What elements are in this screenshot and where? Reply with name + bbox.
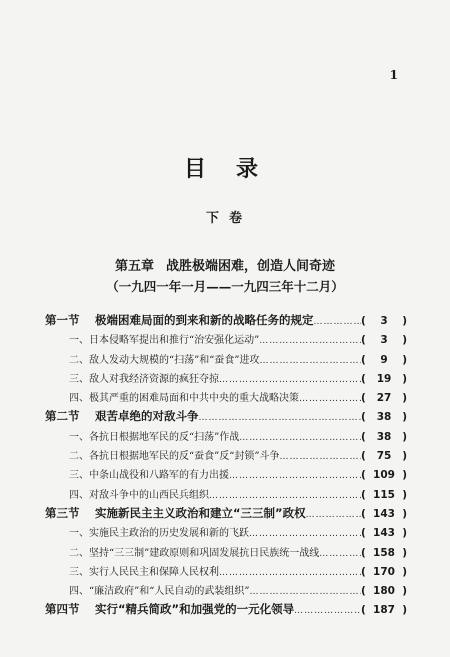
toc-entry-label xyxy=(45,408,199,424)
paren-close: ) xyxy=(402,315,407,327)
toc-subsection-entry xyxy=(45,563,407,582)
toc-entry-label xyxy=(45,351,259,366)
toc-entry-text: 一、日本侵略军提出和推行“治安强化运动” xyxy=(69,335,260,347)
toc-entry-text: 二、各抗日根据地军民的反“蚕食”反“封锁”斗争 xyxy=(69,451,280,463)
toc-entry-text: 三、中条山战役和八路军的有力出援 xyxy=(69,470,229,482)
page-value: 3 xyxy=(380,334,388,347)
paren-close: ) xyxy=(402,353,407,366)
paren-close: ) xyxy=(402,585,407,598)
leader-dots xyxy=(294,606,361,616)
toc-page-number xyxy=(361,508,407,520)
toc-entry-label xyxy=(45,466,229,481)
toc-subsection-entry xyxy=(45,389,407,408)
paren-open: ( xyxy=(361,430,366,443)
toc-section-entry xyxy=(45,601,407,620)
leader-dots xyxy=(219,375,361,385)
paren-close: ) xyxy=(402,372,407,385)
leader-dots xyxy=(259,356,361,366)
toc-page-number xyxy=(361,489,407,501)
toc-entry-label xyxy=(45,601,294,617)
toc-page-number xyxy=(361,315,407,327)
page-value: 38 xyxy=(376,430,392,443)
page-number: 1 xyxy=(389,68,398,82)
toc-entry-text: 艰苦卓绝的对敌斗争 xyxy=(95,409,199,424)
toc-page-number xyxy=(361,585,407,597)
toc-page-number xyxy=(361,334,407,346)
toc-entry-label xyxy=(45,582,249,597)
leader-dots xyxy=(249,587,361,597)
page-value: 75 xyxy=(376,450,392,463)
section-number: 第二节 xyxy=(45,409,80,424)
paren-open: ( xyxy=(361,372,366,385)
section-number: 第三节 xyxy=(45,505,80,520)
toc-page-number xyxy=(361,527,407,539)
page-value: 19 xyxy=(376,372,392,385)
paren-open: ( xyxy=(361,507,366,520)
toc-entry-label xyxy=(45,312,314,328)
chapter-heading xyxy=(0,255,450,274)
toc-subsection-entry xyxy=(45,428,407,447)
page-value: 27 xyxy=(376,392,392,405)
toc-subsection-entry xyxy=(45,447,407,466)
toc-entry-text: 二、坚持“三三制”建政原则和巩固发展抗日民族统一战线 xyxy=(69,547,320,559)
toc-page-number xyxy=(361,354,407,366)
toc-entry-text: 四、“廉洁政府”和“人民自动的武装组织” xyxy=(69,586,250,598)
toc-page-number xyxy=(361,373,407,385)
paren-open: ( xyxy=(361,392,366,405)
paren-close: ) xyxy=(402,546,407,559)
paren-close: ) xyxy=(402,411,407,424)
paren-close: ) xyxy=(402,469,407,482)
page-value: 170 xyxy=(373,565,395,578)
toc-section-entry xyxy=(45,505,407,524)
toc-subsection-entry xyxy=(45,544,407,563)
page-value: 9 xyxy=(380,353,388,366)
toc-subsection-entry xyxy=(45,370,407,389)
page-value: 143 xyxy=(373,507,395,520)
toc-section-entry xyxy=(45,312,407,331)
toc-entry-label xyxy=(45,563,219,578)
chapter-number: 第五章 xyxy=(114,259,154,274)
toc-page-number xyxy=(361,392,407,404)
section-number: 第四节 xyxy=(45,602,80,617)
toc-page-number xyxy=(361,566,407,578)
toc-entry-text: 三、实行人民民主和保障人民权利 xyxy=(69,566,219,578)
toc-entry-text: 四、极其严重的困难局面和中共中央的重大战略决策 xyxy=(69,393,299,405)
leader-dots xyxy=(229,471,361,481)
leader-dots xyxy=(199,413,362,423)
toc-subsection-entry xyxy=(45,331,407,350)
toc-entry-text: 二、敌人发动大规模的“扫荡”和“蚕食”进攻 xyxy=(69,354,260,366)
toc-entry-label xyxy=(45,447,279,462)
page-title: 目录 xyxy=(183,156,288,182)
paren-open: ( xyxy=(361,604,366,617)
page-value: 38 xyxy=(376,411,392,424)
leader-dots xyxy=(279,452,361,462)
leader-dots xyxy=(299,394,361,404)
toc-subsection-entry xyxy=(45,466,407,485)
toc-page-number xyxy=(361,604,407,616)
paren-close: ) xyxy=(402,604,407,617)
page-value: 180 xyxy=(373,585,395,598)
toc-entry-label xyxy=(45,505,306,521)
toc-page-number xyxy=(361,469,407,481)
toc-subsection-entry xyxy=(45,351,407,370)
paren-open: ( xyxy=(361,546,366,559)
leader-dots xyxy=(209,491,361,501)
toc-entry-label xyxy=(45,370,219,385)
paren-close: ) xyxy=(402,488,407,501)
toc-section-entry xyxy=(45,408,407,427)
leader-dots xyxy=(219,568,361,578)
toc-entry-text: 实行“精兵简政”和加强党的一元化领导 xyxy=(95,602,295,617)
toc-entry-text: 极端困难局面的到来和新的战略任务的规定 xyxy=(95,313,314,327)
paren-close: ) xyxy=(402,527,407,540)
paren-open: ( xyxy=(361,450,366,463)
page-value: 143 xyxy=(373,527,395,540)
leader-dots xyxy=(306,510,361,520)
paren-open: ( xyxy=(361,565,366,578)
toc-subsection-entry xyxy=(45,486,407,505)
paren-open: ( xyxy=(361,334,366,347)
toc-entry-label xyxy=(45,486,209,501)
leader-dots xyxy=(239,433,361,443)
paren-open: ( xyxy=(361,585,366,598)
paren-open: ( xyxy=(361,527,366,540)
leader-dots xyxy=(259,336,361,346)
paren-close: ) xyxy=(402,334,407,347)
page-value: 158 xyxy=(373,546,395,559)
page-value: 109 xyxy=(373,469,395,482)
paren-open: ( xyxy=(361,315,366,327)
toc-entry-label xyxy=(45,331,259,346)
toc-page-number xyxy=(361,431,407,443)
toc-page-number xyxy=(361,547,407,559)
paren-open: ( xyxy=(361,488,366,501)
toc-page-number xyxy=(361,411,407,423)
toc-entry-label xyxy=(45,544,319,559)
paren-close: ) xyxy=(402,507,407,520)
toc-entry-label xyxy=(45,428,239,443)
toc-entry-text: 三、敌人对我经济资源的疯狂夺掠 xyxy=(69,373,219,385)
toc-entry-label xyxy=(45,524,249,539)
chapter-dates: （一九四一年一月——一九四三年十二月） xyxy=(106,279,344,294)
toc-entry-text: 一、实施民主政治的历史发展和新的飞跃 xyxy=(69,528,249,540)
section-number: 第一节 xyxy=(45,313,80,327)
toc-entry-text: 实施新民主主义政治和建立“三三制”政权 xyxy=(95,505,306,520)
leader-dots xyxy=(249,529,361,539)
paren-open: ( xyxy=(361,469,366,482)
page-value: 115 xyxy=(373,488,395,501)
page-value: 3 xyxy=(380,315,388,327)
table-of-contents xyxy=(45,312,407,621)
volume-label: 下卷 xyxy=(205,211,252,226)
toc-subsection-entry xyxy=(45,524,407,543)
leader-dots xyxy=(314,317,362,327)
paren-close: ) xyxy=(402,430,407,443)
page-value: 187 xyxy=(373,604,395,617)
paren-close: ) xyxy=(402,565,407,578)
leader-dots xyxy=(319,549,361,559)
chapter-name: 战胜极端困难，创造人间奇迹 xyxy=(166,259,336,274)
toc-entry-label xyxy=(45,389,299,404)
toc-subsection-entry xyxy=(45,582,407,601)
paren-close: ) xyxy=(402,392,407,405)
paren-open: ( xyxy=(361,353,366,366)
toc-entry-text: 四、对敌斗争中的山西民兵组织 xyxy=(69,489,209,501)
toc-entry-text: 一、各抗日根据地军民的反“扫荡”作战 xyxy=(69,431,240,443)
toc-page-number xyxy=(361,450,407,462)
paren-open: ( xyxy=(361,411,366,424)
paren-close: ) xyxy=(402,450,407,463)
